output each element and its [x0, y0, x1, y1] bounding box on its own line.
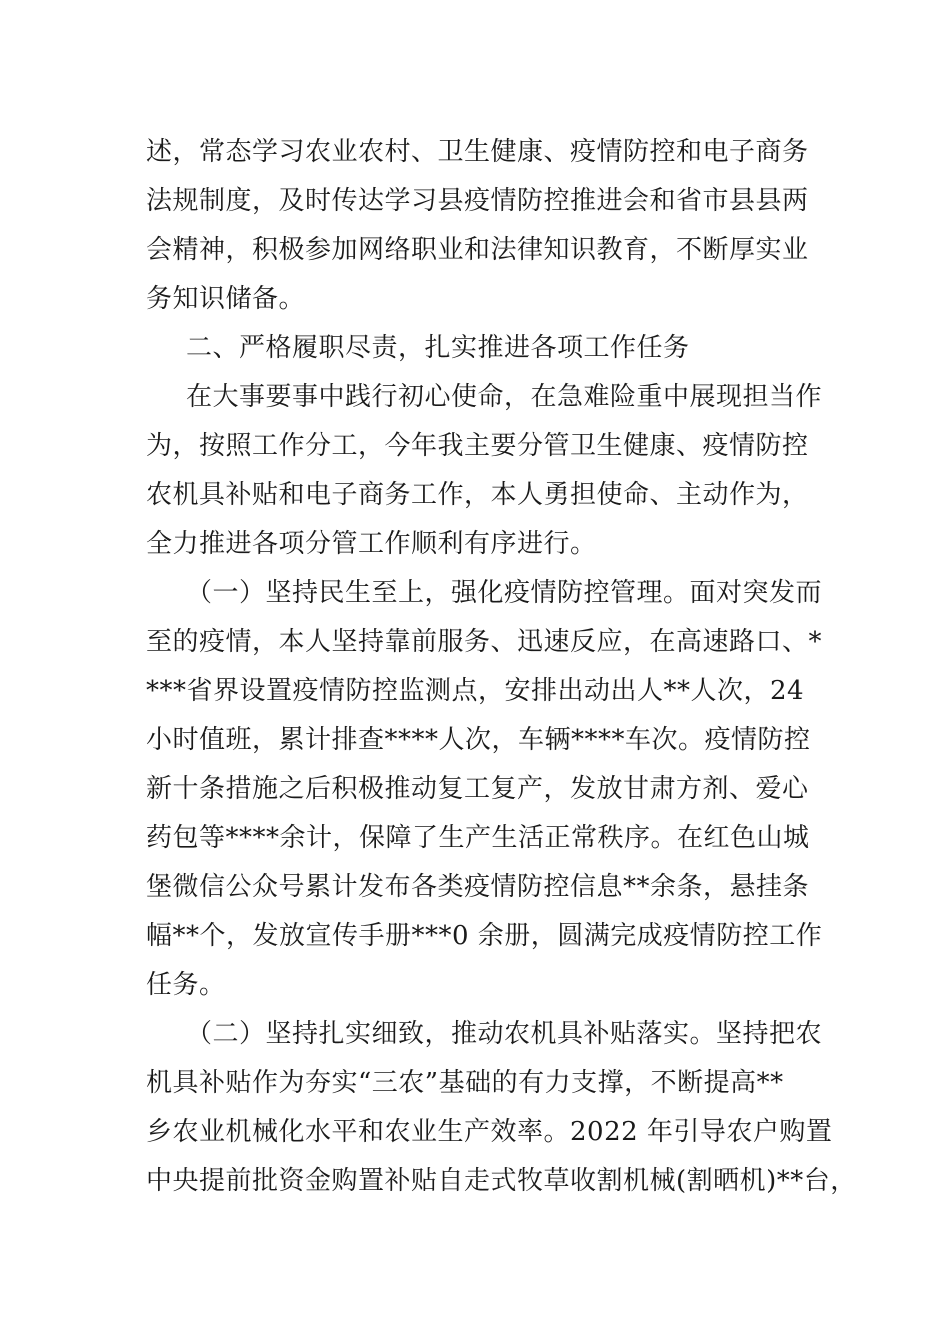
text-line: 在大事要事中践行初心使命，在急难险重中展现担当作: [186, 382, 823, 412]
text-line: 任务。: [146, 970, 226, 1000]
text-line: （二）坚持扎实细致，推动农机具补贴落实。坚持把农: [186, 1019, 823, 1049]
text-line: 乡农业机械化水平和农业生产效率。2022 年引导农户购置: [146, 1117, 833, 1147]
text-line: 法规制度，及时传达学习县疫情防控推进会和省市县县两: [146, 186, 809, 216]
text-line: 小时值班，累计排查****人次，车辆****车次。疫情防控: [146, 725, 811, 755]
text-line: 农机具补贴和电子商务工作，本人勇担使命、主动作为，: [146, 480, 809, 510]
text-line: 至的疫情，本人坚持靠前服务、迅速反应，在高速路口、*: [146, 627, 823, 657]
text-line: 堡微信公众号累计发布各类疫情防控信息**余条，悬挂条: [146, 872, 810, 902]
text-line: 药包等****余计，保障了生产生活正常秩序。在红色山城: [146, 823, 810, 853]
text-line: （一）坚持民生至上，强化疫情防控管理。面对突发而: [186, 578, 823, 608]
text-line: 为，按照工作分工，今年我主要分管卫生健康、疫情防控: [146, 431, 809, 461]
text-line: 务知识储备。: [146, 284, 306, 314]
text-line: 中央提前批资金购置补贴自走式牧草收割机械(割晒机)**台，: [146, 1166, 857, 1196]
text-line: 新十条措施之后积极推动复工复产，发放甘肃方剂、爱心: [146, 774, 809, 804]
text-line: 二、严格履职尽责，扎实推进各项工作任务: [186, 333, 690, 363]
text-line: 全力推进各项分管工作顺利有序进行。: [146, 529, 597, 559]
text-line: 幅**个，发放宣传手册***0 余册，圆满完成疫情防控工作: [146, 921, 823, 951]
document-body: [146, 128, 857, 1206]
text-line: 述，常态学习农业农村、卫生健康、疫情防控和电子商务: [146, 137, 809, 167]
text-line: ***省界设置疫情防控监测点，安排出动出人**人次，24: [146, 676, 805, 706]
text-line: 机具补贴作为夯实“三农”基础的有力支撑，不断提高**: [146, 1068, 784, 1098]
text-line: 会精神，积极参加网络职业和法律知识教育，不断厚实业: [146, 235, 809, 265]
